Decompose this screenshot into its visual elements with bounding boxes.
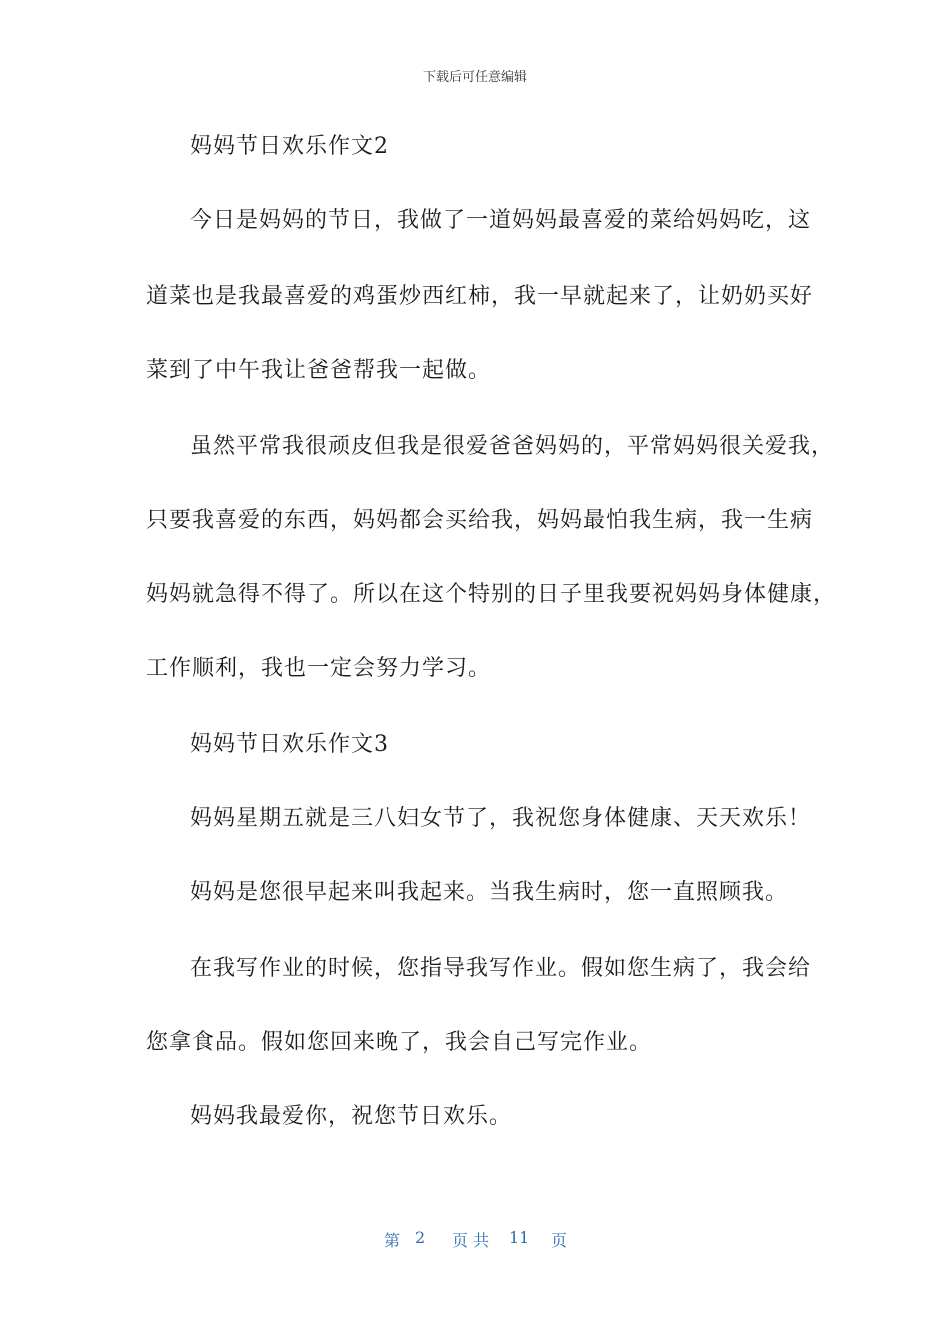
footer-page-number: 2 [415,1228,426,1247]
paragraph-line: 妈妈我最爱你，祝您节日欢乐。 [190,1104,513,1129]
paragraph-line: 道菜也是我最喜爱的鸡蛋炒西红柿，我一早就起来了，让奶奶买好 [146,284,814,309]
footer-ye: 页 [551,1231,568,1250]
paragraph-line: 您拿食品。假如您回来晚了，我会自己写完作业。 [146,1030,653,1055]
paragraph-line: 今日是妈妈的节日，我做了一道妈妈最喜爱的菜给妈妈吃，这 [190,208,812,233]
paragraph-line: 妈妈是您很早起来叫我起来。当我生病时，您一直照顾我。 [190,880,789,905]
paragraph-line: 菜到了中午我让爸爸帮我一起做。 [146,358,492,383]
section-title: 妈妈节日欢乐作文2 [190,134,389,159]
footer-total-pages: 11 [509,1228,530,1247]
footer-ye-gong: 页 共 [452,1231,490,1250]
paragraph-line: 工作顺利，我也一定会努力学习。 [146,656,492,681]
paragraph-line: 妈妈星期五就是三八妇女节了，我祝您身体健康、天天欢乐！ [190,806,812,831]
section-title: 妈妈节日欢乐作文3 [190,732,389,757]
paragraph-line: 只要我喜爱的东西，妈妈都会买给我，妈妈最怕我生病，我一生病 [146,508,814,533]
paragraph-line: 妈妈就急得不得了。所以在这个特别的日子里我要祝妈妈身体健康， [146,582,837,607]
paragraph-line: 在我写作业的时候，您指导我写作业。假如您生病了，我会给 [190,956,812,981]
paragraph-line: 虽然平常我很顽皮但我是很爱爸爸妈妈的，平常妈妈很关爱我， [190,434,835,459]
footer-di: 第 [384,1231,401,1250]
page-header: 下载后可任意编辑 [422,70,527,85]
